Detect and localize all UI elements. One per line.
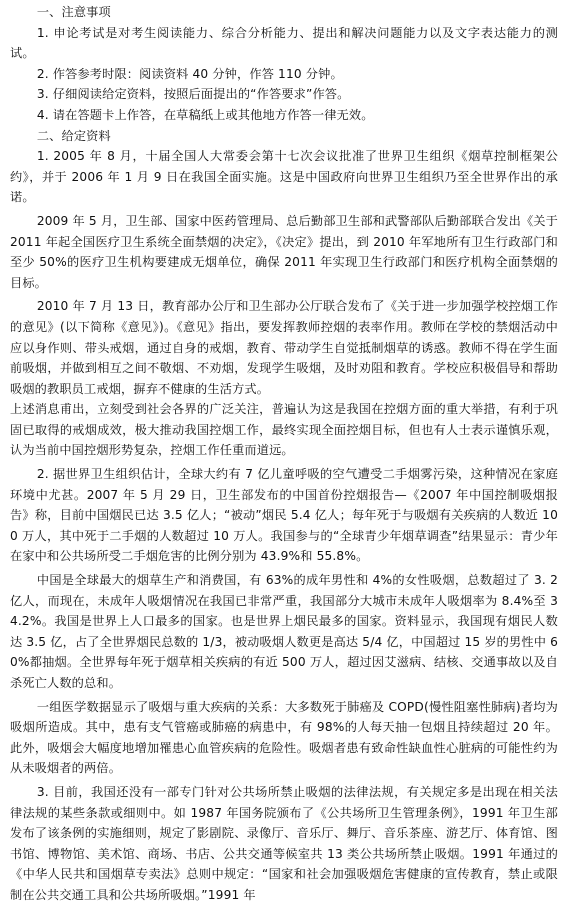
material-paragraph: 2009 年 5 月，卫生部、国家中医药管理局、总后勤部卫生部和武警部队后勤部联合发出《关于 2011 年起全国医疗卫生系统全面禁烟的决定》，《决定》提出，到 2010 年军地所有卫生行政部门和至少 50%的医疗卫生机构要建成无烟单位，确保 2011 年实现卫生行政部门和医疗机构全面禁烟的目标。	[10, 213, 558, 290]
section-heading-materials: 二、给定资料	[36, 128, 111, 143]
material-paragraph: 一组医学数据显示了吸烟与重大疾病的关系：大多数死于肺癌及 COPD(慢性阻塞性肺病)者均为吸烟所造成。其中，患有支气管癌或肺癌的病患中，有 98%的人每天抽一包烟且持续超过 20 年。此外，吸烟会大幅度地增加罹患心血管疾病的危险性。吸烟者患有致命性缺血性心脏病的可能性约为从未吸烟者的两倍。	[10, 699, 558, 776]
note-item: 4. 请在答题卡上作答，在草稿纸上或其他地方作答一律无效。	[36, 107, 374, 122]
material-paragraph: 2010 年 7 月 13 日，教育部办公厅和卫生部办公厅联合发布了《关于进一步加强学校控烟工作的意见》(以下简称《意见》)。《意见》指出，要发挥教师控烟的表率作用。教师在学校的禁烟活动中应以身作则、带头戒烟，通过自身的戒烟，教育、带动学生自觉抵制烟草的诱惑。教师不得在学生面前吸烟，并做到相互之间不敬烟、不劝烟，发现学生吸烟，及时劝阻和教育。学校应积极倡导和帮助吸烟的教职员工戒烟，摒弃不健康的生活方式。	[10, 299, 558, 396]
material-paragraph: 1. 2005 年 8 月，十届全国人大常委会第十七次会议批准了世界卫生组织《烟草控制框架公约》，并于 2006 年 1 月 9 日在我国全面实施。这是中国政府向世界卫生组织乃至全世界作出的承诺。	[10, 149, 558, 205]
section-heading-notes: 一、注意事项	[36, 5, 111, 19]
material-paragraph: 3. 目前，我国还没有一部专门针对公共场所禁止吸烟的法律法规，有关规定多是出现在相关法律法规的某些条款或细则中。如 1987 年国务院颁布了《公共场所卫生管理条例》，1991 年卫生部发布了该条例的实施细则，规定了影剧院、录像厅、音乐厅、舞厅、音乐茶座、游艺厅、体育馆、图书馆、博物馆、美术馆、商场、书店、公共交通等候室共 13 类公共场所禁止吸烟。1991 年通过的《中华人民共和国烟草专卖法》总则中规定：“国家和社会加强吸烟危害健康的宣传教育，禁止或限制在公共交通工具和公共场所吸烟。”1991 年	[10, 784, 558, 902]
note-item: 1. 申论考试是对考生阅读能力、综合分析能力、提出和解决问题能力以及文字表达能力的测试。	[10, 25, 558, 61]
material-paragraph: 2. 据世界卫生组织估计，全球大约有 7 亿儿童呼吸的空气遭受二手烟雾污染，这种情况在家庭环境中尤甚。2007 年 5 月 29 日，卫生部发布的中国首份控烟报告—《2007 年中国控制吸烟报告》称，目前中国烟民已达 3.5 亿人；“被动”烟民 5.4 亿人；每年死于与吸烟有关疾病的人数近 100 万人，其中死于二手烟的人数超过 10 万人。我国参与的“全球青少年烟草调查”结果显示：青少年在家中和公共场所受二手烟危害的比例分别为 43.9%和 55.8%。	[10, 467, 558, 564]
material-paragraph: 上述消息甫出，立刻受到社会各界的广泛关注，普遍认为这是我国在控烟方面的重大举措，有利于巩固已取得的戒烟成效，极大推动我国控烟工作，最终实现全面控烟目标，但也有人士表示谨慎乐观，认为当前中国控烟形势复杂，控烟工作任重而道远。	[10, 402, 558, 458]
material-paragraph: 中国是全球最大的烟草生产和消费国，有 63%的成年男性和 4%的女性吸烟，总数超过了 3. 2 亿人，而现在，未成年人吸烟情况在我国已非常严重，我国部分大城市未成年人吸烟率为 8.4%至 34.2%。我国是世界上人口最多的国家。也是世界上烟民最多的国家。资料显示，我国现有烟民人数达 3.5 亿，占了全世界烟民总数的 1/3，被动吸烟人数更是高达 5/4 亿，中国超过 15 岁的男性中 60%都抽烟。全世界每年死于烟草相关疾病的有近 500 万人，超过因艾滋病、结核、交通事故以及自杀死亡人数的总和。	[10, 573, 558, 690]
note-item: 2. 作答参考时限：阅读资料 40 分钟，作答 110 分钟。	[36, 66, 343, 81]
note-item: 3. 仔细阅读给定资料，按照后面提出的“作答要求”作答。	[36, 87, 350, 102]
